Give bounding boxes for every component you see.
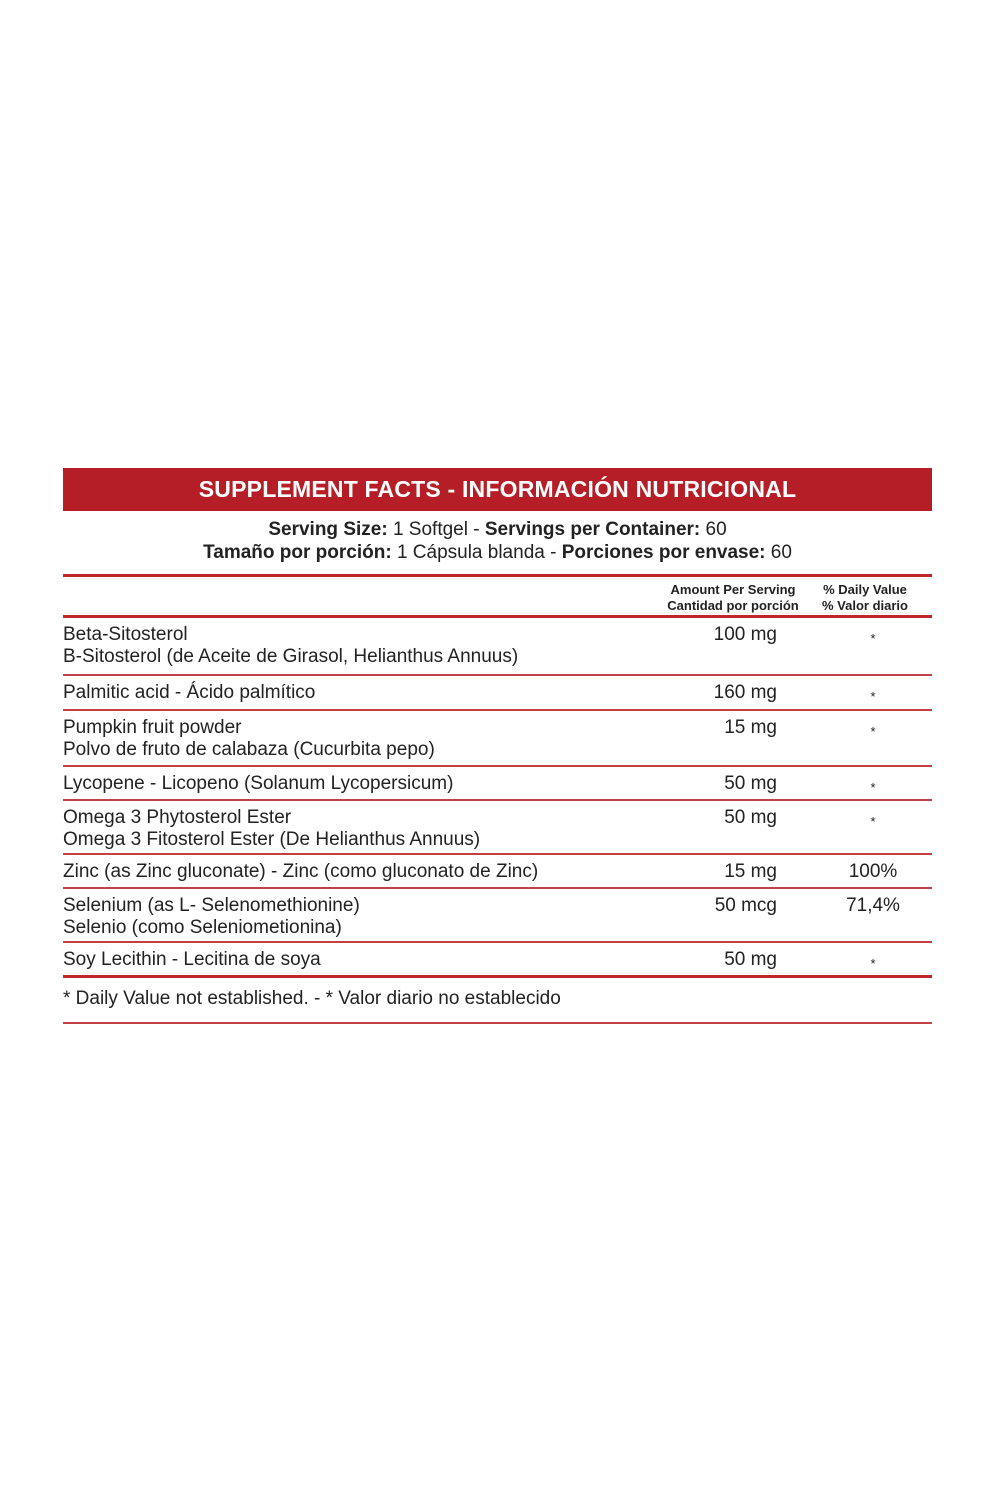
servings-per-container-label-es: Porciones por envase: [561,542,766,563]
servings-per-container-value: 60 [705,519,727,540]
daily-value-column-header [815,582,915,614]
nutrient-name-line1: Omega 3 Phytosterol Ester [63,807,292,828]
table-row [63,943,932,975]
nutrient-amount: 50 mg [724,807,777,828]
nutrient-name [63,949,321,971]
nutrient-daily-value: * [870,780,876,795]
nutrient-amount: 15 mg [724,861,777,882]
amount-header-en: Amount Per Serving [670,582,796,597]
nutrient-name-line1: Pumpkin fruit powder [63,717,242,738]
nutrient-table [63,618,932,978]
nutrient-amount: 100 mg [713,624,777,645]
footnote: * Daily Value not established. - * Valor diario no establecido [63,988,561,1009]
serving-size-value-es: 1 Cápsula blanda - [396,542,562,563]
nutrient-name-line1: Zinc (as Zinc gluconate) - Zinc (como gluconato de Zinc) [63,861,539,882]
servings-per-container-label: Servings per Container: [484,519,701,540]
servings-per-container-value-es: 60 [770,542,792,563]
serving-line-es [63,541,932,564]
nutrient-amount: 50 mcg [714,895,777,916]
table-row [63,855,932,887]
nutrient-daily-value: 100% [848,861,898,882]
serving-size-label: Serving Size: [268,519,388,540]
serving-info [63,511,932,564]
nutrient-daily-value: * [870,956,876,971]
nutrient-name-line2: B-Sitosterol (de Aceite de Girasol, Helianthus Annuus) [63,646,519,667]
amount-header-es: Cantidad por porción [667,598,799,613]
serving-line-en [63,518,932,541]
dv-header-es: % Valor diario [822,598,908,613]
nutrient-name-line1: Palmitic acid - Ácido palmítico [63,682,316,703]
table-row [63,618,932,674]
supplement-facts-panel [63,468,932,1024]
nutrient-name [63,682,315,704]
nutrient-name [63,895,360,939]
panel-title: SUPPLEMENT FACTS - INFORMACIÓN NUTRICIONAL [63,468,932,511]
nutrient-name [63,807,480,851]
divider [63,1022,932,1024]
nutrient-name-line2: Selenio (como Seleniometionina) [63,917,342,938]
serving-size-label-es: Tamaño por porción: [203,542,392,563]
nutrient-daily-value: 71,4% [846,895,900,916]
nutrient-amount: 50 mg [724,773,777,794]
nutrient-name [63,773,453,795]
table-row [63,767,932,799]
table-row [63,801,932,853]
nutrient-daily-value: * [870,814,876,829]
nutrient-amount: 50 mg [724,949,777,970]
nutrient-daily-value: * [870,631,876,646]
nutrient-amount: 160 mg [713,682,777,703]
serving-size-value: 1 Softgel - [392,519,485,540]
nutrient-name-line1: Lycopene - Licopeno (Solanum Lycopersicum) [63,773,454,794]
nutrient-name-line1: Soy Lecithin - Lecitina de soya [63,949,321,970]
nutrient-name-line1: Selenium (as L- Selenomethionine) [63,895,360,916]
table-row [63,889,932,941]
nutrient-name-line2: Omega 3 Fitosterol Ester (De Helianthus Annuus) [63,829,481,850]
nutrient-daily-value: * [870,724,876,739]
nutrient-name-line2: Polvo de fruto de calabaza (Cucurbita pepo) [63,739,435,760]
nutrient-name-line1: Beta-Sitosterol [63,624,188,645]
nutrient-name [63,861,538,883]
nutrient-name [63,717,435,761]
column-headers [63,577,932,615]
nutrient-name [63,624,518,668]
table-row [63,676,932,709]
nutrient-daily-value: * [870,689,876,704]
nutrient-amount: 15 mg [724,717,777,738]
dv-header-en: % Daily Value [823,582,907,597]
table-row [63,711,932,765]
amount-column-header [653,582,813,614]
